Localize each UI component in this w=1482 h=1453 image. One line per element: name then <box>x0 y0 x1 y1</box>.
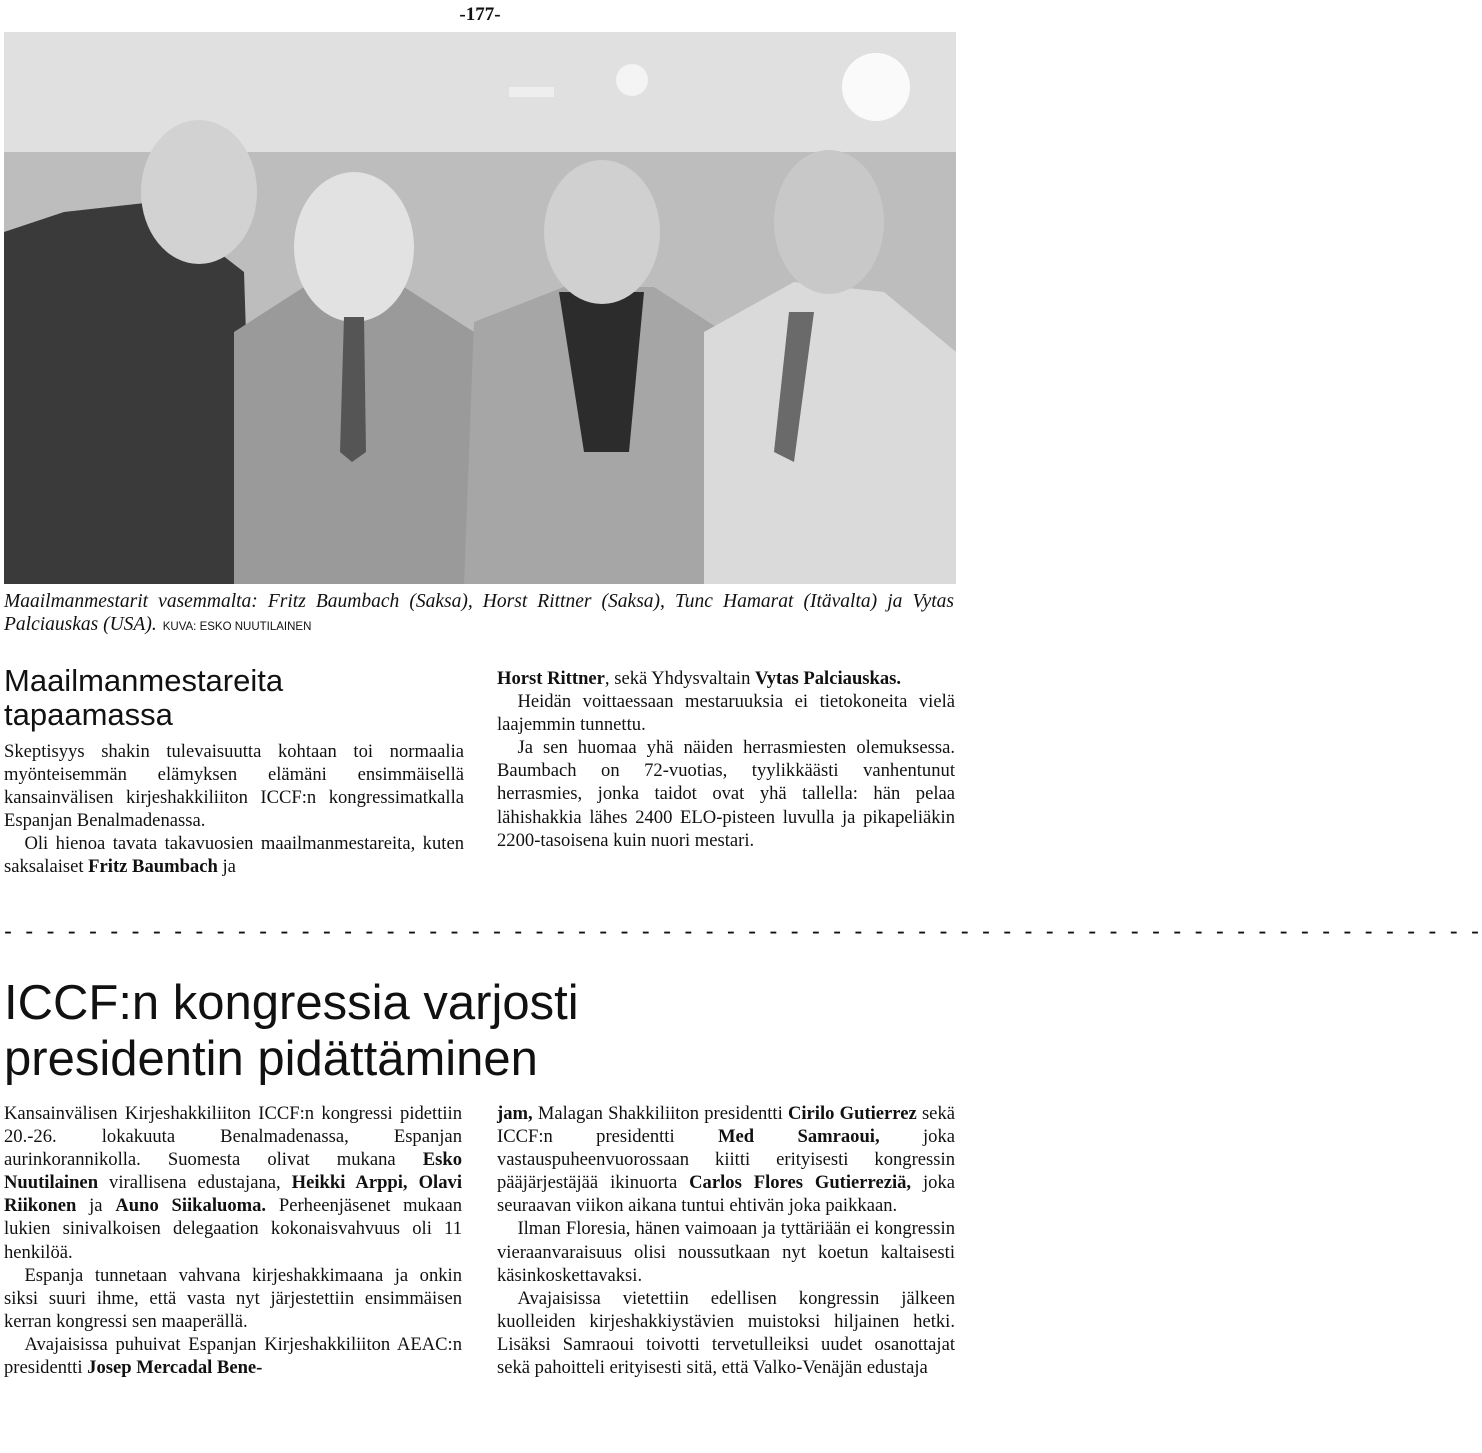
article2-column-right <box>497 1102 955 1379</box>
article1-paragraph: Heidän voittaessaan mestaruuksia ei tietokoneita vielä laajemmin tunnettu. <box>497 691 955 736</box>
photo-caption <box>4 590 954 639</box>
group-photo <box>4 32 956 584</box>
article2-title-line2: presidentin pidättäminen <box>4 1032 538 1086</box>
article1-paragraph: Skeptisyys shakin tulevaisuutta kohtaan toi normaalia myönteisemmän elämyksen elämäni ensimmäisellä kansainvälisen kirjeshakkiliiton ICCF:n kongressimatkalla Espanjan Benalmadenassa. <box>4 741 464 832</box>
article2-paragraph: Kansainvälisen Kirjeshakkiliiton ICCF:n kongressi pidettiin 20.-26. lokakuuta Benalmadenassa, Espanjan aurinkorannikolla. Suomesta olivat mukana Esko Nuutilainen virallisena edustajana, Heikki Arppi, Olavi Riikonen ja Auno Siikaluoma. Perheenjäsenet mukaan lukien sinivalkoisen delegaation kokonaisvahvuus oli 11 henkilöä. <box>4 1103 463 1263</box>
article2-paragraph: Espanja tunnetaan vahvana kirjeshakkimaana ja onkin siksi suuri ihme, että vasta nyt järjestettiin ensimmäisen kerran kongressi sen maaperällä. <box>4 1264 462 1332</box>
article2-paragraph: jam, Malagan Shakkiliiton presidentti Cirilo Gutierrez sekä ICCF:n presidentti Med Samraoui, joka vastauspuheenvuorossaan kiitti erityisesti kongressin pääjärjestäjää ikinuorta Carlos Flores Gutierreziä, joka seuraavan viikon aikana tuntui ehtivän joka paikkaan. <box>497 1103 955 1217</box>
article2-title-line1: ICCF:n kongressia varjosti <box>4 976 579 1030</box>
article2-title <box>4 975 944 1087</box>
person-name: Fritz Baumbach <box>88 856 218 878</box>
caption-text: Maailmanmestarit vasemmalta: Fritz Baumbach (Saksa), Horst Rittner (Saksa), Tunc Hamarat (Itävalta) ja Vytas Palciauskas (USA). <box>4 591 954 635</box>
article1-paragraph: Oli hienoa tavata takavuosien maailmanmestareita, kuten saksalaiset Fritz Baumbach ja <box>4 833 464 878</box>
article1-paragraph: Ja sen huomaa yhä näiden herrasmiesten olemuksessa. Baumbach on 72-vuotias, tyylikkäästi vanhentunut herrasmies, jonka taidot ovat yhä tallella: hän pelaa lähishakkia lähes 2400 ELO-pisteen luvulla ja pikapeliäkin 2200-tasoisena kuin nuori mestari. <box>497 737 955 851</box>
section-separator: - - - - - - - - - - - - - - - - - - - - - - - - - - - - - - - - - - - - - - - - - - - - - - - - - - - - - - - - - - - - - - - - - - - - - - <box>4 918 1482 945</box>
photo-illustration <box>4 32 956 584</box>
article1-column-left <box>4 740 464 879</box>
article1-title-line1: Maailmanmestareita <box>4 663 284 698</box>
article1-title <box>4 664 464 732</box>
article2-column-left <box>4 1102 462 1379</box>
article1-title-line2: tapaamassa <box>4 697 173 732</box>
article2-paragraph: Ilman Floresia, hänen vaimoaan ja tyttäriään ei kongressin vieraanvaraisuus olisi noussutkaan nyt koetun kaltaisesti käsinkoskettavaksi. <box>497 1218 955 1286</box>
article1-paragraph: Horst Rittner, sekä Yhdysvaltain Vytas Palciauskas. <box>497 668 902 689</box>
article2-paragraph: Avajaisissa vietettiin edellisen kongressin jälkeen kuolleiden kirjeshakkiystävien muistoksi hiljainen hetki. Lisäksi Samraoui toivotti tervetulleiksi uudet osanottajat sekä pahoitteli erityisesti sitä, että Valko-Venäjän edustaja <box>497 1287 955 1379</box>
article1-column-right <box>497 667 955 852</box>
article2-paragraph: Avajaisissa puhuivat Espanjan Kirjeshakkiliiton AEAC:n presidentti Josep Mercadal Bene- <box>4 1333 462 1379</box>
page-number: -177- <box>459 4 501 25</box>
photo-credit: KUVA: ESKO NUUTILAINEN <box>162 621 312 633</box>
person-name: Horst Rittner <box>497 668 605 689</box>
person-name: Vytas Palciauskas. <box>755 668 902 689</box>
